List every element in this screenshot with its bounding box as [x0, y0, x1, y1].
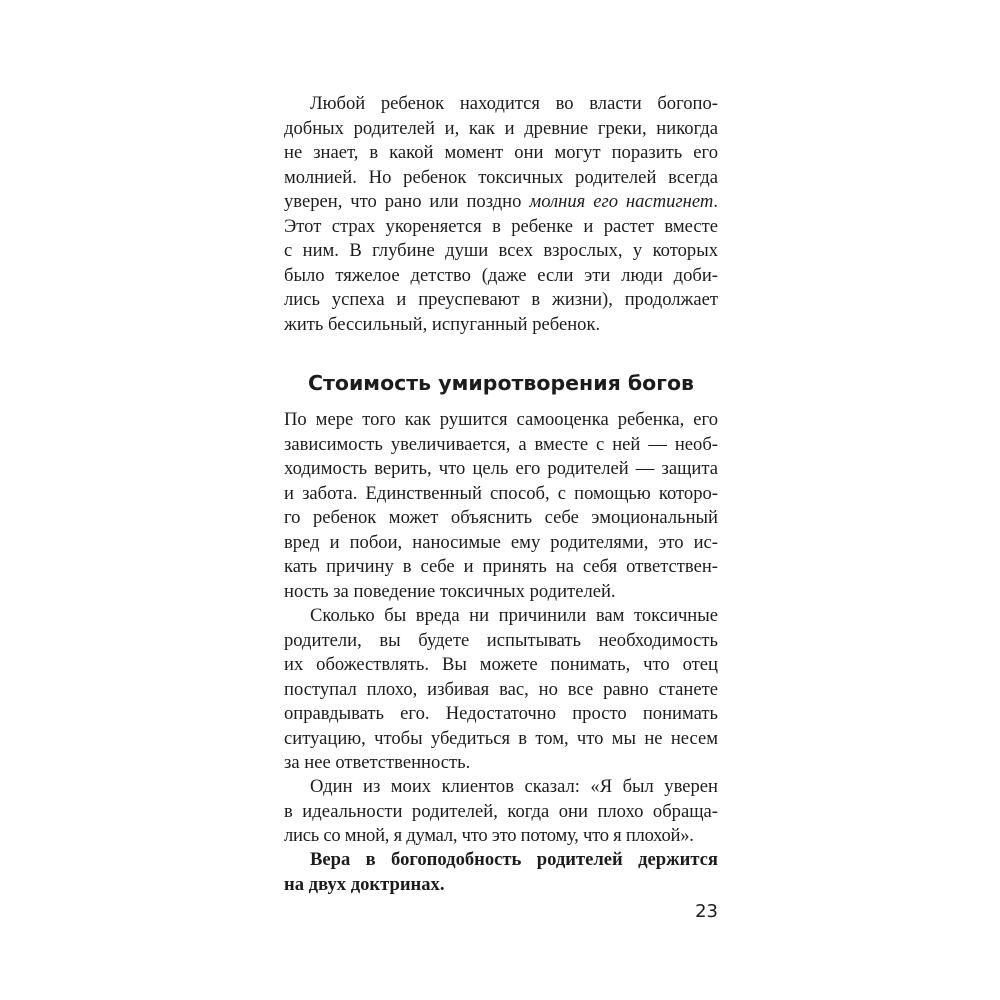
paragraph-client-quote — [284, 775, 718, 849]
text-line: добных родителей и, как и древние греки, никогда — [284, 117, 718, 139]
text-line: родители, вы будете испытывать необходимость — [284, 629, 718, 651]
text-line: за нее ответственность. — [284, 752, 471, 773]
text-line: зависимость увеличивается, а вместе с ней — необ- — [284, 433, 718, 455]
text-segment: уверен, что рано или поздно — [284, 191, 530, 212]
section-heading: Стоимость умиротворения богов — [307, 371, 695, 395]
text-line: кать причину в себе и принять на себя ответствен- — [284, 556, 718, 577]
paragraph-self-esteem — [284, 408, 718, 604]
text-line: с ним. В глубине души всех взрослых, у которых — [284, 240, 718, 261]
text-line: их обожествлять. Вы можете понимать, что отец — [284, 654, 718, 675]
text-line: на двух доктринах. — [284, 873, 445, 895]
text-line: ситуацию, чтобы убедиться в том, что мы не несем — [284, 727, 718, 749]
text-line: жить бессильный, испуганный ребенок. — [284, 313, 601, 335]
text-line: Сколько бы вреда ни причинили вам токсичные — [310, 605, 718, 626]
text-line: лись со мной, я думал, что это потому, что я плохой». — [284, 825, 694, 846]
text-line: Вера в богоподобность родителей держится — [310, 849, 718, 870]
text-line: го ребенок может объяснить себе эмоциональный — [284, 507, 718, 528]
text-line: ность за поведение токсичных родителей. — [284, 580, 616, 602]
text-line: и забота. Единственный способ, с помощью которо- — [284, 482, 718, 504]
emphasized-text: молния его настигнет — [529, 191, 714, 212]
text-line: не знает, в какой момент они могут поразить его — [284, 142, 718, 163]
text-line: По мере того как рушится самооценка ребенка, его — [284, 409, 718, 430]
text-line: ходимость верить, что цель его родителей — защита — [284, 458, 718, 479]
paragraph-intro — [284, 92, 718, 337]
text-line: вред и побои, наносимые ему родителями, это ис- — [284, 531, 718, 553]
text-line: поступал плохо, избивая вас, но все равно станете — [284, 678, 718, 700]
paragraph-deification — [284, 604, 718, 776]
text-line: оправдывать его. Недостаточно просто понимать — [284, 703, 718, 724]
text-line: молнией. Но ребенок токсичных родителей всегда — [284, 166, 718, 188]
page-number: 23 — [695, 901, 718, 922]
text-line: лись успеха и преуспевают в жизни), продолжает — [284, 289, 718, 310]
text-segment: . — [713, 191, 718, 212]
text-line: было тяжелое детство (даже если эти люди доби- — [284, 264, 718, 286]
text-line-with-emphasis — [284, 190, 718, 215]
text-line: Этот страх укореняется в ребенке и растет вместе — [284, 215, 718, 237]
paragraph-doctrines — [284, 848, 718, 897]
text-line: в идеальности родителей, когда они плохо обраща- — [284, 800, 718, 822]
text-line: Любой ребенок находится во власти богопо- — [310, 93, 718, 114]
text-line: Один из моих клиентов сказал: «Я был уверен — [310, 776, 718, 797]
